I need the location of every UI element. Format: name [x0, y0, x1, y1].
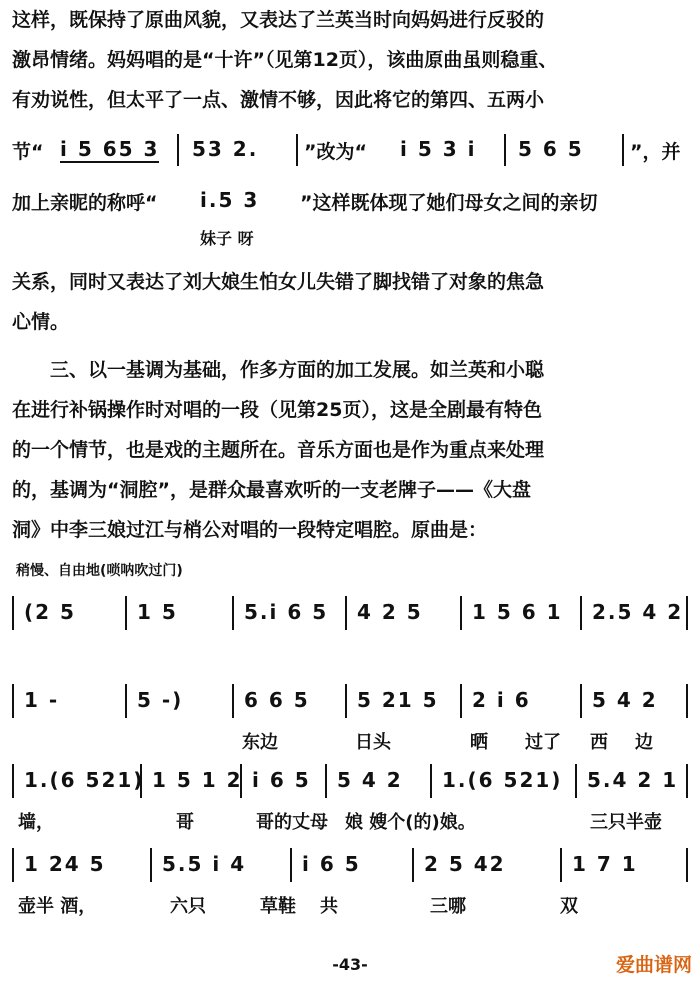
- notation-fragment: i 5 3 i: [400, 137, 477, 161]
- bar-line: [325, 764, 327, 798]
- score-measure: 5.5 i 4: [162, 852, 247, 876]
- paragraph-1: [12, 0, 692, 120]
- bar-line: [686, 684, 688, 718]
- score-lyric: 共: [320, 896, 338, 917]
- text-line: 的，基调为“洞腔”，是群众最喜欢听的一支老牌子——《大盘: [12, 479, 531, 501]
- notation-fragment: i.5 3: [200, 188, 260, 212]
- watermark: 爱曲谱网: [615, 954, 692, 976]
- score-measure: 5 -): [137, 688, 184, 712]
- bar-line: [686, 596, 688, 630]
- score-measure: 2 5 42: [424, 852, 506, 876]
- text-line: 洞》中李三娘过江与梢公对唱的一段特定唱腔。原曲是：: [12, 519, 488, 541]
- score-measure: 1 7 1: [572, 852, 638, 876]
- bar-line: [290, 848, 292, 882]
- text-line: 有劝说性，但太平了一点、激情不够，因此将它的第四、五两小: [12, 89, 545, 111]
- bar-line: [296, 134, 298, 166]
- bar-line: [622, 134, 624, 166]
- score-measure: i 6 5: [302, 852, 361, 876]
- score-measure: 5 4 2: [592, 688, 658, 712]
- score-lyric: 日头: [355, 732, 391, 753]
- score-lyric: 过了: [525, 732, 561, 753]
- notation-fragment: 5 6 5: [518, 137, 584, 161]
- score-measure: 2 i 6: [472, 688, 531, 712]
- bar-line: [560, 848, 562, 882]
- score-measure: 5.i 6 5: [244, 600, 329, 624]
- score-measure: 6 6 5: [244, 688, 310, 712]
- score-measure: 1.(6 521): [24, 768, 145, 792]
- score-measure: 2.5 4 2: [592, 600, 684, 624]
- bar-line: [12, 684, 14, 718]
- tempo-marking: 稍慢、自由地(唢呐吹过门): [16, 563, 183, 579]
- text-fragment: 加上亲昵的称呼“: [12, 192, 158, 214]
- score-lyric: 草鞋: [260, 896, 296, 917]
- score-lyric: 边: [635, 732, 653, 753]
- text-line: 激昂情绪。妈妈唱的是“十许”（见第12页），该曲原曲虽则稳重、: [12, 49, 558, 71]
- bar-line: [686, 764, 688, 798]
- text-fragment: ”这样既体现了她们母女之间的亲切: [300, 192, 598, 214]
- score-measure: 1 5 6 1: [472, 600, 563, 624]
- bar-line: [177, 134, 179, 166]
- score-measure: 1.(6 521): [442, 768, 563, 792]
- paragraph-2: [12, 350, 692, 550]
- text-line: 关系，同时又表达了刘大娘生怕女儿失错了脚找错了对象的焦急: [12, 271, 545, 293]
- score-measure: 4 2 5: [357, 600, 423, 624]
- bar-line: [345, 596, 347, 630]
- bar-line: [686, 848, 688, 882]
- bar-line: [575, 764, 577, 798]
- bar-line: [504, 134, 506, 166]
- notation-fragment: 53 2.: [192, 137, 259, 161]
- bar-line: [150, 848, 152, 882]
- bar-line: [460, 684, 462, 718]
- bar-line: [580, 596, 582, 630]
- bar-line: [580, 684, 582, 718]
- score-lyric: 墙，: [18, 812, 54, 833]
- bar-line: [232, 684, 234, 718]
- bar-line: [232, 596, 234, 630]
- bar-line: [125, 684, 127, 718]
- text-line: 三、以一基调为基础，作多方面的加工发展。如兰英和小聪: [50, 359, 545, 381]
- bar-line: [460, 596, 462, 630]
- score-lyric: 三只半壶: [590, 812, 662, 833]
- text-line: 在进行补锅操作时对唱的一段（见第25页），这是全剧最有特色: [12, 399, 542, 421]
- score-lyric: 壶半 酒，: [18, 896, 97, 917]
- paragraph-1-rest: [12, 262, 692, 342]
- text-line: 心情。: [12, 311, 70, 333]
- score-lyric: 双: [560, 896, 578, 917]
- score-lyric: 西: [590, 732, 608, 753]
- score-measure: 5 21 5: [357, 688, 439, 712]
- text-fragment: ”改为“: [304, 141, 367, 163]
- score-measure: 1 5: [137, 600, 178, 624]
- inline-lyric: 妹子 呀: [200, 229, 254, 248]
- bar-line: [412, 848, 414, 882]
- notation-fragment: i 5 65 3: [60, 137, 160, 161]
- score-lyric: 六只: [170, 896, 206, 917]
- score-measure: (2 5: [24, 600, 76, 624]
- text-line: 的一个情节，也是戏的主题所在。音乐方面也是作为重点来处理: [12, 439, 545, 461]
- bar-line: [125, 596, 127, 630]
- score-lyric: 晒: [470, 732, 488, 753]
- bar-line: [345, 684, 347, 718]
- bar-line: [430, 764, 432, 798]
- bar-line: [12, 848, 14, 882]
- score-measure: 5.4 2 1: [587, 768, 679, 792]
- score-measure: 1 -: [24, 688, 60, 712]
- score-measure: 1 24 5: [24, 852, 106, 876]
- text-fragment: ”，并: [630, 141, 681, 163]
- score-lyric: 哥的丈母: [256, 812, 328, 833]
- score-lyric: 哥: [176, 812, 194, 833]
- score-lyric: 娘 嫂个(的)娘。: [345, 812, 476, 833]
- text-line: 这样，既保持了原曲风貌，又表达了兰英当时向妈妈进行反驳的: [12, 9, 545, 31]
- bar-line: [12, 764, 14, 798]
- text-fragment: 节“: [12, 141, 44, 163]
- bar-line: [12, 596, 14, 630]
- score-lyric: 三哪: [430, 896, 466, 917]
- score-lyric: 东边: [242, 732, 278, 753]
- score-measure: i 6 5: [252, 768, 311, 792]
- page-number: -43-: [332, 955, 368, 974]
- score-measure: 5 4 2: [337, 768, 403, 792]
- score-measure: 1 5 1 2: [152, 768, 243, 792]
